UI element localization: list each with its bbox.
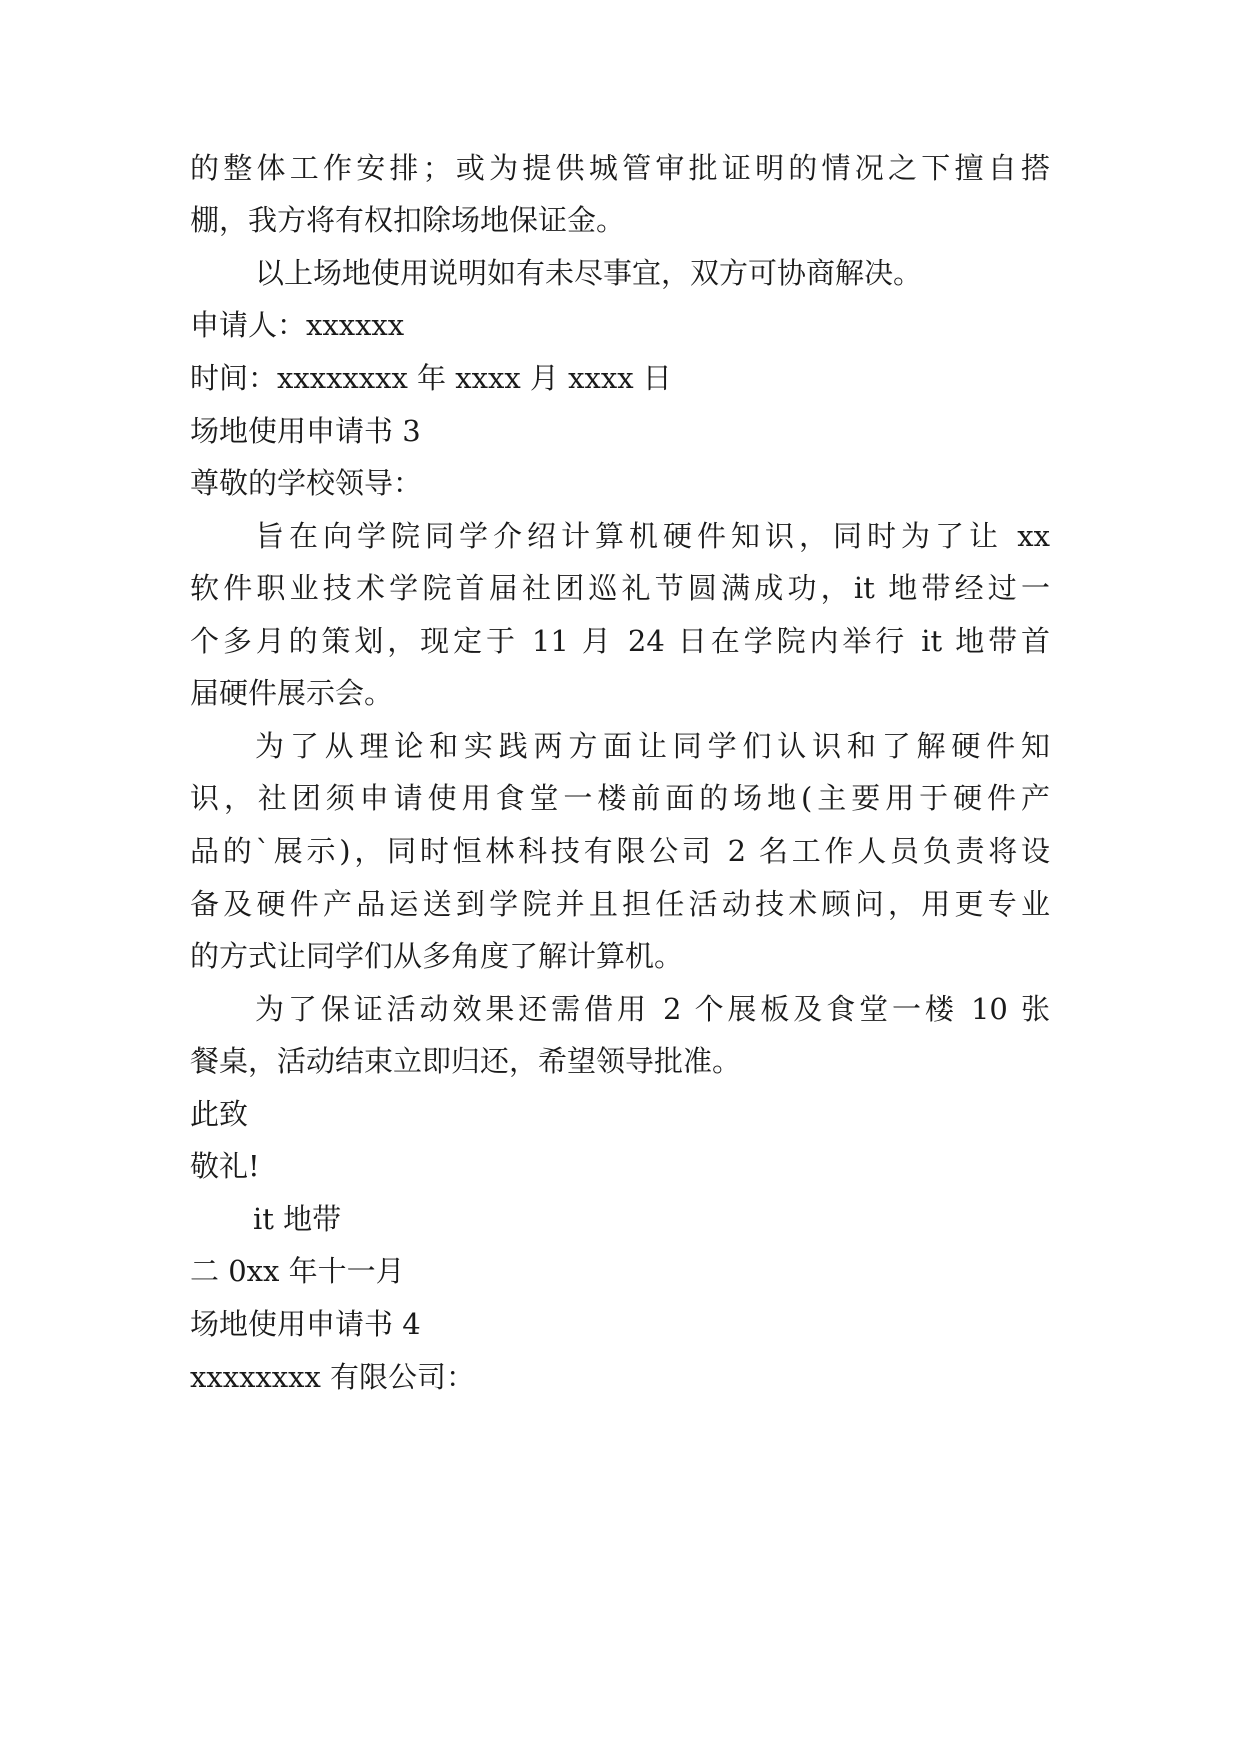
paragraph-line: 品的`展示)，同时恒林科技有限公司 2 名工作人员负责将设 <box>190 834 1050 868</box>
section-heading: 场地使用申请书 4 <box>190 1307 421 1341</box>
signature-date: 二 0xx 年十一月 <box>190 1254 405 1288</box>
salutation: xxxxxxxx 有限公司： <box>190 1360 476 1394</box>
paragraph-line: 为了从理论和实践两方面让同学们认识和了解硬件知 <box>255 729 1050 763</box>
paragraph-line: 餐桌，活动结束立即归还，希望领导批准。 <box>190 1044 742 1078</box>
paragraph-line: 届硬件展示会。 <box>190 676 394 710</box>
closing-line: 此致 <box>190 1097 249 1131</box>
paragraph-line: 棚，我方将有权扣除场地保证金。 <box>190 203 626 237</box>
closing-regards: 敬礼! <box>190 1149 260 1183</box>
paragraph-line: 识，社团须申请使用食堂一楼前面的场地(主要用于硬件产 <box>190 781 1050 815</box>
salutation: 尊敬的学校领导： <box>190 466 423 500</box>
paragraph-line: 软件职业技术学院首届社团巡礼节圆满成功，it 地带经过一 <box>190 571 1050 605</box>
date-line: 时间：xxxxxxxx 年 xxxx 月 xxxx 日 <box>190 361 672 395</box>
paragraph-line: 的整体工作安排；或为提供城管审批证明的情况之下擅自搭 <box>190 151 1050 185</box>
paragraph-line: 备及硬件产品运送到学院并且担任活动技术顾问，用更专业 <box>190 887 1050 921</box>
paragraph-line: 为了保证活动效果还需借用 2 个展板及食堂一楼 10 张 <box>255 992 1050 1026</box>
paragraph-line: 旨在向学院同学介绍计算机硬件知识，同时为了让 xx <box>255 519 1050 553</box>
paragraph-line: 以上场地使用说明如有未尽事宜，双方可协商解决。 <box>255 256 923 290</box>
section-heading: 场地使用申请书 3 <box>190 414 421 448</box>
signature-name: it 地带 <box>253 1202 342 1236</box>
paragraph-line: 个多月的策划，现定于 11 月 24 日在学院内举行 it 地带首 <box>190 624 1050 658</box>
applicant-line: 申请人：xxxxxx <box>190 308 405 342</box>
paragraph-line: 的方式让同学们从多角度了解计算机。 <box>190 939 684 973</box>
